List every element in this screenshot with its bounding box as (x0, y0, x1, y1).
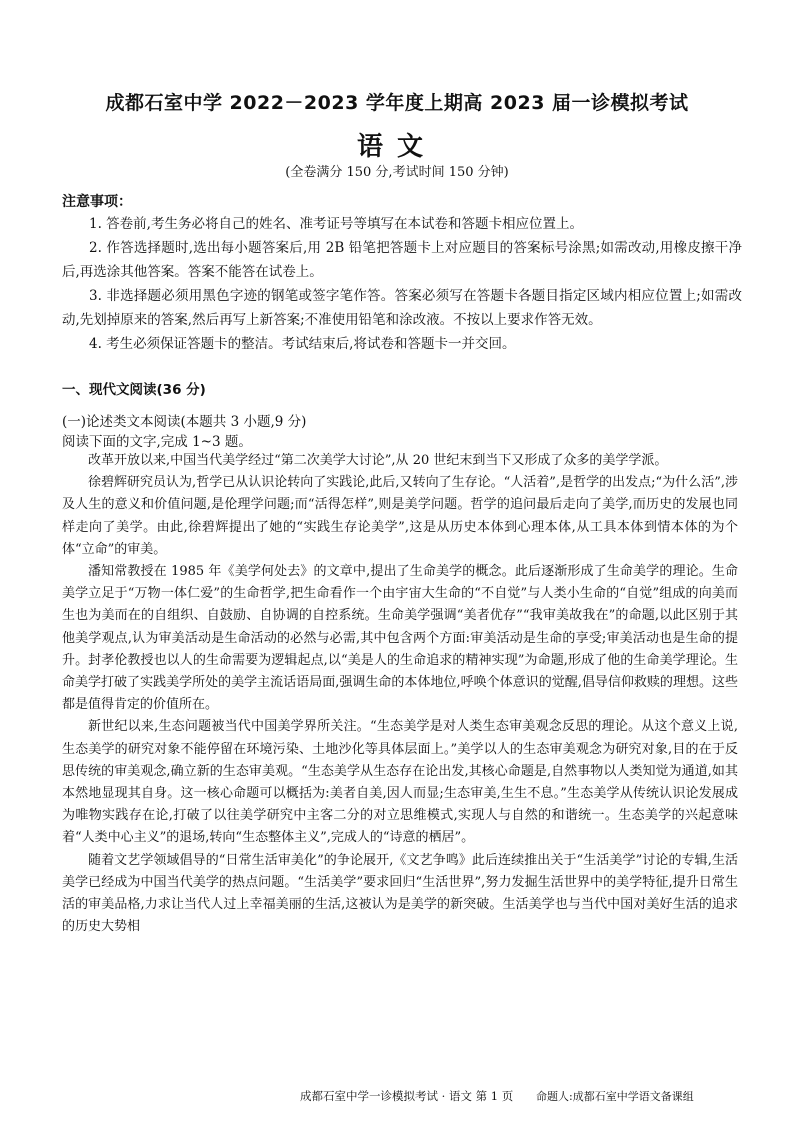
subject-title: 语文 (356, 132, 437, 162)
notice-heading: 注意事项： (62, 194, 132, 210)
footer-author: 命题人:成都石室中学语文备课组 (536, 1090, 694, 1103)
notice-list (62, 212, 742, 356)
passage-paragraph: 潘知常教授在 1985 年《美学何处去》的文章中,提出了生命美学的概念。此后逐渐形成了生命美学的理论。生命美学立足于“万物一体仁爱”的生命哲学,把生命看作一个由宇宙大生命的“不自觉”与人类小生命的“自觉”组成的向美而生也为美而在的自组织、自鼓励、自协调的自控系统。生命美学强调“美者优存”“我审美故我在”的命题,以此区别于其他美学观点,认为审美活动是生命活动的必然与必需,其中包含两个方面:审美活动是生命的享受;审美活动也是生命的提升。封孝伦教授也以人的生命需要为逻辑起点,以“美是人的生命追求的精神实现”为命题,形成了他的生命美学理论。生命美学打破了实践美学所处的美学主流话语局面,强调生命的本体地位,呼唤个体意识的觉醒,倡导信仰救赎的理想。这些都是值得肯定的价值所在。 (62, 564, 738, 713)
passage-paragraph: 随着文艺学领域倡导的“日常生活审美化”的争论展开,《文艺争鸣》此后连续推出关于“生活美学”讨论的专辑,生活美学已经成为中国当代美学的热点问题。“生活美学”要求回归“生活世界”,努力发掘生活世界中的美学特征,提升日常生活的审美品格,力求让当代人过上幸福美丽的生活,这被认为是美学的新突破。生活美学也与当代中国对美好生活的追求的历史大势相 (62, 852, 738, 935)
subsection-heading: (一)论述类文本阅读(本题共 3 小题,9 分) (62, 414, 307, 430)
passage-paragraph: 徐碧辉研究员认为,哲学已从认识论转向了实践论,此后,又转向了生存论。“人活着”,是哲学的出发点;“为什么活”,涉及人生的意义和价值问题,是伦理学问题;而“活得怎样”,则是美学问题。哲学的追问最后走向了美学,而历史的发展也同样走向了美学。由此,徐碧辉提出了她的“实践生存论美学”,这是从历史本体到心理本体,从工具本体到情本体的为个体“立命”的审美。 (62, 475, 738, 557)
page-footer: 成都石室中学一诊模拟考试 · 语文 第 1 页 (300, 1089, 514, 1103)
notice-item: 1. 答卷前,考生务必将自己的姓名、准考证号等填写在本试卷和答题卡相应位置上。 (89, 216, 583, 232)
section-heading: 一、现代文阅读(36 分) (62, 382, 206, 398)
notice-item: 4. 考生必须保证答题卡的整洁。考试结束后,将试卷和答题卡一并交回。 (89, 336, 516, 352)
score-info: (全卷满分 150 分,考试时间 150 分钟) (285, 165, 509, 180)
notice-item: 3. 非选择题必须用黑色字迹的钢笔或签字笔作答。答案必须写在答题卡各题目指定区域内相应位置上;如需改动,先划掉原来的答案,然后再写上新答案;不准使用铅笔和涂改液。不按以上要求作答无效。 (62, 288, 742, 328)
exam-title: 成都石室中学 2022－2023 学年度上期高 2023 届一诊模拟考试 (105, 92, 689, 114)
notice-item: 2. 作答选择题时,选出每小题答案后,用 2B 铅笔把答题卡上对应题目的答案标号涂黑;如需改动,用橡皮擦干净后,再选涂其他答案。答案不能答在试卷上。 (62, 240, 742, 280)
passage-paragraph: 改革开放以来,中国当代美学经过“第二次美学大讨论”,从 20 世纪末到当下又形成了众多的美学学派。 (88, 453, 668, 468)
reading-passage (62, 450, 738, 938)
reading-instruction: 阅读下面的文字,完成 1~3 题。 (62, 434, 252, 450)
passage-paragraph: 新世纪以来,生态问题被当代中国美学界所关注。“生态美学是对人类生态审美观念反思的理论。从这个意义上说,生态美学的研究对象不能停留在环境污染、土地沙化等具体层面上。”美学以人的生态审美观念为研究对象,目的在于反思传统的审美观念,确立新的生态审美观。“生态美学从生态存在论出发,其核心命题是,自然事物以人类知觉为通道,如其本然地显现其自身。这一核心命题可以概括为:美者自美,因人而显;生态审美,生生不息。”生态美学从传统认识论发展成为唯物实践存在论,打破了以往美学研究中主客二分的对立思维模式,实现人与自然的和谐统一。生态美学的兴起意味着“人类中心主义”的退场,转向“生态整体主义”,完成人的“诗意的栖居”。 (62, 719, 738, 846)
